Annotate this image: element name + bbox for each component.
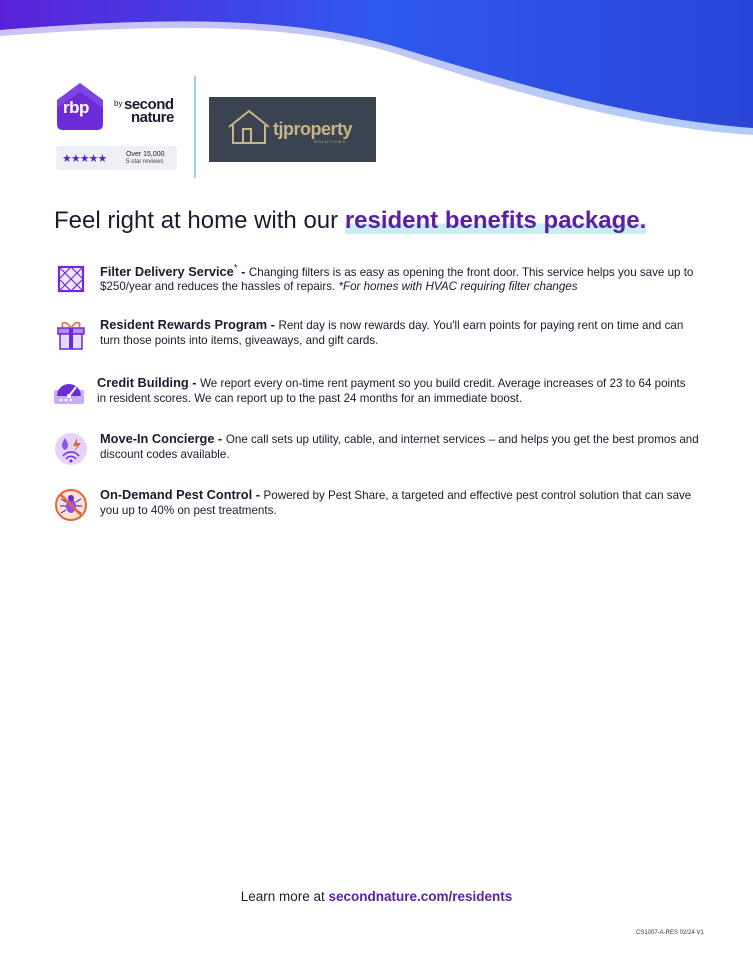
title-lead: Feel right at home with our: [54, 207, 345, 234]
title-separator: -: [237, 263, 249, 279]
brand-line-1: second: [124, 96, 174, 113]
credit-gauge-icon: [52, 376, 86, 410]
star-rating-icon: ★★★★★: [62, 153, 107, 165]
reviews-count: Over 15,000: [126, 151, 165, 158]
document-code: CS1007-A-RES 02/24 V1: [636, 930, 704, 936]
title-separator: -: [188, 375, 201, 390]
benefit-description: Powered by Pest Share, a targeted and effective pest control solution that can save you up to 40% on pest treatments.: [100, 489, 692, 517]
benefit-text: [100, 488, 700, 518]
benefit-title: On-Demand Pest Control: [100, 487, 253, 502]
rbp-mark: rbp: [63, 98, 89, 117]
benefit-text: [100, 262, 700, 295]
pest-control-icon: [54, 488, 88, 522]
brand-line-2: nature: [131, 109, 174, 126]
benefit-title: Resident Rewards Program: [100, 317, 268, 332]
filter-icon: [54, 262, 88, 296]
benefit-title: Filter Delivery Service: [100, 263, 234, 279]
reviews-label: 5-star reviews: [126, 159, 164, 165]
rbp-by: by: [114, 99, 123, 108]
utilities-icon: [54, 432, 88, 466]
footer-lead: Learn more at: [240, 889, 329, 904]
benefit-description: One call sets up utility, cable, and internet services – and helps you get the best promos and discount codes available.: [100, 433, 699, 461]
partner-logo-name: tjproperty: [273, 119, 353, 139]
partner-logo-tagline: SOLUTIONS: [314, 139, 347, 144]
title-separator: -: [214, 431, 226, 446]
house-outline-icon: [225, 107, 273, 147]
rbp-logo: [54, 80, 184, 140]
benefit-description: We report every on-time rent payment so you build credit. Average increases of 23 to 64 points in resident scores. We can report up to the past 24 months for an immediate boost.: [97, 377, 686, 405]
logo-divider: [194, 76, 196, 178]
page-title: [54, 207, 646, 235]
residents-link[interactable]: secondnature.com/residents: [328, 889, 513, 904]
benefit-text: [100, 318, 700, 348]
title-asterisk: *: [233, 263, 238, 274]
title-separator: -: [267, 317, 279, 332]
title-highlight: resident benefits package.: [344, 207, 647, 234]
benefit-description: Rent day is now rewards day. You'll earn points for paying rent on time and can turn those points into items, giveaways, and gift cards.: [100, 319, 684, 347]
title-separator: -: [252, 487, 264, 502]
benefit-title: Move-In Concierge: [100, 431, 215, 446]
benefit-description: Changing filters is as easy as opening the front door. This service helps you save up to $250/year and reduces the hassles of repairs.: [100, 265, 694, 294]
benefit-text: [97, 376, 697, 406]
partner-logo: [209, 97, 376, 162]
footer-learn-more: [0, 889, 753, 904]
reviews-badge: [56, 146, 177, 170]
benefit-title: Credit Building: [97, 375, 189, 390]
gift-icon: [54, 318, 88, 352]
benefit-text: [100, 432, 700, 462]
benefit-note: *For homes with HVAC requiring filter changes: [338, 280, 578, 294]
